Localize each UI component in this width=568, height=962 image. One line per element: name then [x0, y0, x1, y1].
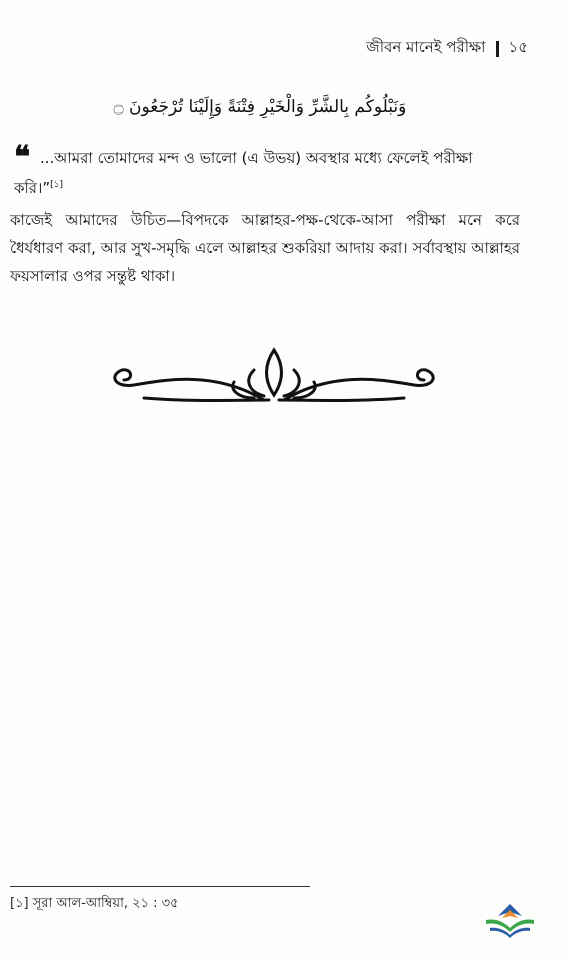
header-divider	[496, 41, 499, 57]
publisher-logo-icon	[482, 900, 538, 940]
footnote: [১] সূরা আল-আম্বিয়া, ২১ : ৩৫	[10, 896, 179, 911]
arabic-verse: وَنَبْلُوكُم بِالشَّرِّ وَالْخَيْرِ فِتْنَةً وَإِلَيْنَا تُرْجَعُونَ ۝	[113, 97, 407, 117]
ornament-divider-icon	[104, 340, 444, 410]
footnote-divider	[10, 886, 310, 887]
quote-block	[14, 140, 514, 202]
footnote-ref: [১]	[50, 180, 64, 190]
body-paragraph: কাজেই আমাদের উচিত—বিপদকে আল্লাহর-পক্ষ-থেকে-আসা পরীক্ষা মনে করে ধৈর্যধারণ করা, আর সুখ-সমৃদ্ধি এলে আল্লাহর শুকরিয়া আদায় করা। সর্বাবস্থায় আল্লাহর ফয়সালার ওপর সন্তুষ্ট থাকা।	[10, 211, 520, 285]
page-header	[366, 36, 528, 61]
quote-text: ...আমরা তোমাদের মন্দ ও ভালো (এ উভয়) অবস্থার মধ্যে ফেলেই পরীক্ষা করি।”	[14, 149, 473, 197]
chapter-title: জীবন মানেই পরীক্ষা	[366, 38, 486, 56]
quote-mark-icon: ❝	[14, 140, 31, 175]
page-number: ১৫	[508, 38, 528, 56]
quote-text-line	[14, 140, 514, 202]
